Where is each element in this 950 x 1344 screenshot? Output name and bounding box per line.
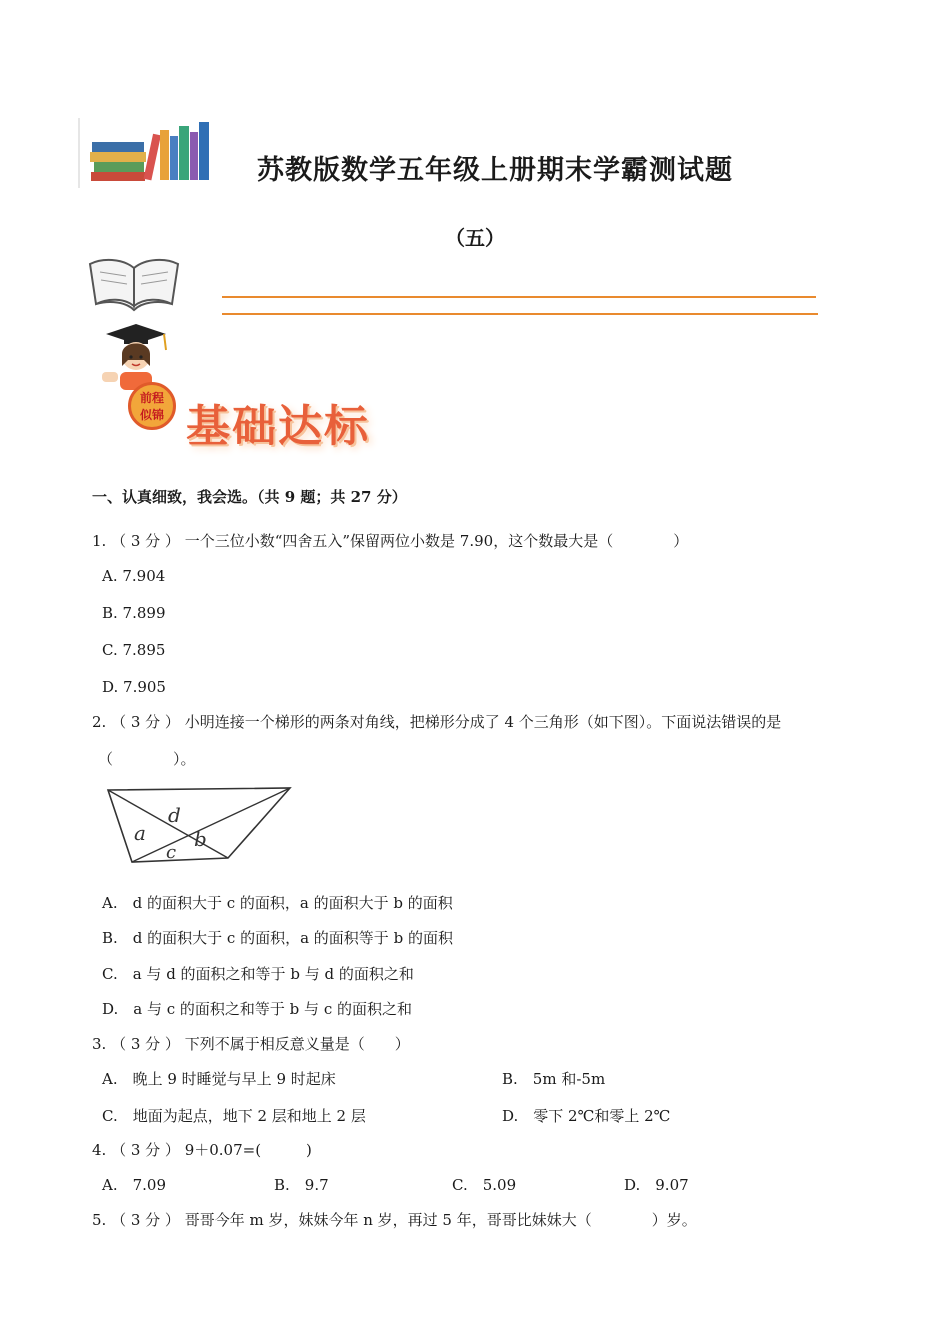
q1-option-d: D. 7.905 — [102, 678, 166, 696]
question-2-cont: （ ）。 — [98, 750, 196, 768]
trapezoid-figure — [104, 782, 304, 866]
header-rule-bottom — [222, 313, 818, 315]
q4-option-b: B. 9.7 — [274, 1176, 329, 1194]
question-4: 4. （ 3 分 ） 9＋0.07=( ) — [92, 1141, 312, 1159]
badge — [128, 382, 176, 430]
question-5: 5. （ 3 分 ） 哥哥今年 m 岁，妹妹今年 n 岁，再过 5 年，哥哥比妹妹大（ ）岁。 — [92, 1211, 697, 1229]
section-banner: 基础达标 — [186, 401, 370, 452]
q1-option-b: B. 7.899 — [102, 604, 166, 622]
q4-option-c: C. 5.09 — [452, 1176, 517, 1194]
q2-option-c: C. a 与 d 的面积之和等于 b 与 d 的面积之和 — [102, 965, 414, 983]
q4-option-d: D. 9.07 — [624, 1176, 689, 1194]
figure-label-d: d — [168, 803, 181, 827]
q2-option-d: D. a 与 c 的面积之和等于 b 与 c 的面积之和 — [102, 1000, 412, 1018]
q3-option-c: C. 地面为起点，地下 2 层和地上 2 层 — [102, 1107, 366, 1125]
figure-label-c: c — [166, 842, 177, 863]
question-3: 3. （ 3 分 ） 下列不属于相反意义量是（ ） — [92, 1035, 410, 1053]
header-rule-top — [222, 296, 816, 298]
graduate-icon — [96, 320, 176, 390]
open-book-icon — [86, 254, 182, 314]
page-subtitle: （五） — [445, 226, 505, 250]
figure-label-b: b — [194, 827, 207, 851]
q1-option-a: A. 7.904 — [102, 567, 166, 585]
page-title: 苏教版数学五年级上册期末学霸测试题 — [257, 155, 733, 186]
q3-option-b: B. 5m 和-5m — [502, 1070, 606, 1088]
figure-label-a: a — [134, 821, 146, 845]
section-heading: 一、认真细致，我会选。（共 9 题；共 27 分） — [92, 488, 407, 506]
q2-option-b: B. d 的面积大于 c 的面积，a 的面积等于 b 的面积 — [102, 929, 453, 947]
question-1: 1. （ 3 分 ） 一个三位小数“四舍五入”保留两位小数是 7.90，这个数最大是（ ） — [92, 532, 689, 550]
question-2: 2. （ 3 分 ） 小明连接一个梯形的两条对角线，把梯形分成了 4 个三角形（如下图）。下面说法错误的是 — [92, 713, 782, 731]
badge-line2: 似锦 — [139, 408, 164, 422]
q4-option-a: A. 7.09 — [102, 1176, 166, 1194]
q1-option-c: C. 7.895 — [102, 641, 166, 659]
q3-option-d: D. 零下 2℃和零上 2℃ — [502, 1107, 671, 1125]
q3-option-a: A. 晚上 9 时睡觉与早上 9 时起床 — [102, 1070, 336, 1088]
q2-option-a: A. d 的面积大于 c 的面积，a 的面积大于 b 的面积 — [102, 894, 453, 912]
badge-line1: 前程 — [139, 391, 164, 405]
